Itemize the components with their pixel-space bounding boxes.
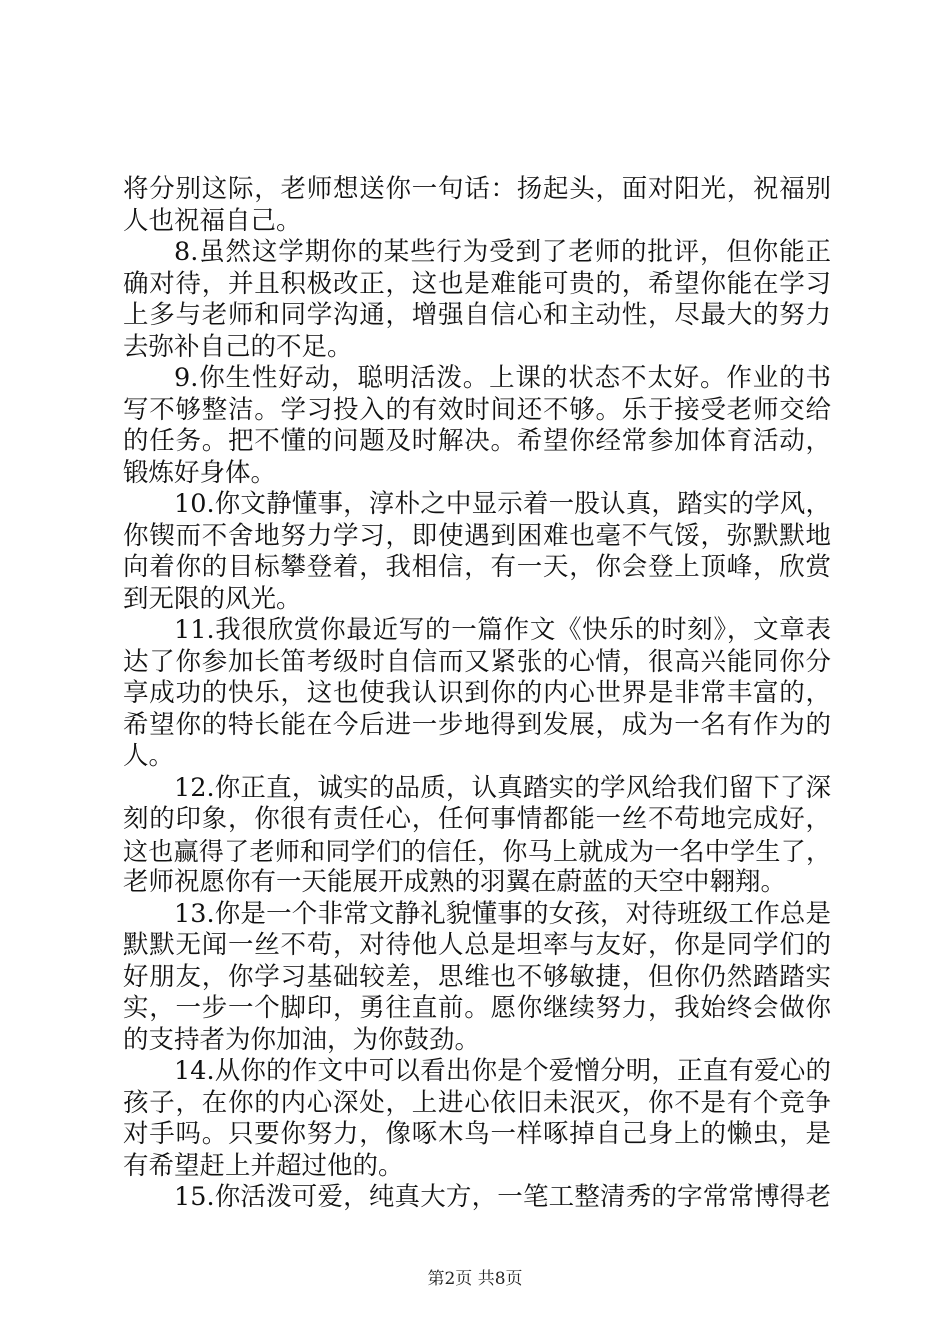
document-body <box>123 174 831 1214</box>
text-line: 对手吗。只要你努力，像啄木鸟一样啄掉自己身上的懒虫，是 <box>123 1119 831 1149</box>
text-line: 有希望赶上并超过他的。 <box>123 1150 404 1181</box>
page-footer <box>0 1267 950 1291</box>
text-line: 这也赢得了老师和同学们的信任，你马上就成为一名中学生了， <box>123 836 831 866</box>
text-line: 11.我很欣赏你最近写的一篇作文《快乐的时刻》，文章表 <box>174 615 831 645</box>
text-line: 写不够整洁。学习投入的有效时间还不够。乐于接受老师交给 <box>123 394 831 425</box>
text-line: 14.从你的作文中可以看出你是个爱憎分明，正直有爱心的 <box>174 1056 831 1086</box>
text-line: 默默无闻一丝不苟，对待他人总是坦率与友好，你是同学们的 <box>123 930 831 960</box>
text-line: 的支持者为你加油，为你鼓劲。 <box>123 1024 481 1055</box>
text-line: 8.虽然这学期你的某些行为受到了老师的批评，但你能正 <box>174 237 831 267</box>
text-line: 人也祝福自己。 <box>123 205 302 236</box>
text-line: 向着你的目标攀登着，我相信，有一天，你会登上顶峰，欣赏 <box>123 552 831 582</box>
text-line: 希望你的特长能在今后进一步地得到发展，成为一名有作为的 <box>123 709 831 740</box>
text-line: 的任务。把不懂的问题及时解决。希望你经常参加体育活动， <box>123 426 831 456</box>
text-line: 达了你参加长笛考级时自信而又紧张的心情，很高兴能同你分 <box>123 646 831 677</box>
text-line: 上多与老师和同学沟通，增强自信心和主动性，尽最大的努力 <box>123 300 831 330</box>
page-number-label: 第2页 共8页 <box>427 1269 523 1289</box>
text-line: 好朋友，你学习基础较差，思维也不够敏捷，但你仍然踏踏实 <box>123 961 831 992</box>
text-line: 孩子，在你的内心深处，上进心依旧未泯灭，你不是有个竞争 <box>123 1087 831 1118</box>
text-line: 人。 <box>123 741 175 771</box>
text-line: 去弥补自己的不足。 <box>123 331 353 362</box>
text-line: 你锲而不舍地努力学习，即使遇到困难也毫不气馁，弥默默地 <box>123 520 831 551</box>
text-line: 13.你是一个非常文静礼貌懂事的女孩，对待班级工作总是 <box>174 898 831 929</box>
text-line: 15.你活泼可爱，纯真大方，一笔工整清秀的字常常博得老 <box>174 1182 831 1212</box>
text-line: 将分别这际，老师想送你一句话：扬起头，面对阳光，祝福别 <box>123 174 831 204</box>
text-line: 9.你生性好动，聪明活泼。上课的状态不太好。作业的书 <box>174 363 831 393</box>
text-line: 锻炼好身体。 <box>123 457 277 488</box>
text-line: 到无限的风光。 <box>123 583 302 614</box>
text-line: 10.你文静懂事，淳朴之中显示着一股认真，踏实的学风， <box>174 489 831 519</box>
text-line: 实，一步一个脚印，勇往直前。愿你继续努力，我始终会做你 <box>123 993 831 1023</box>
text-line: 12.你正直，诚实的品质，认真踏实的学风给我们留下了深 <box>174 772 831 803</box>
text-line: 享成功的快乐，这也使我认识到你的内心世界是非常丰富的， <box>123 678 831 708</box>
text-line: 老师祝愿你有一天能展开成熟的羽翼在蔚蓝的天空中翱翔。 <box>123 867 787 897</box>
text-line: 刻的印象，你很有责任心，任何事情都能一丝不苟地完成好， <box>123 804 831 834</box>
text-line: 确对待，并且积极改正，这也是难能可贵的，希望你能在学习 <box>123 268 831 299</box>
